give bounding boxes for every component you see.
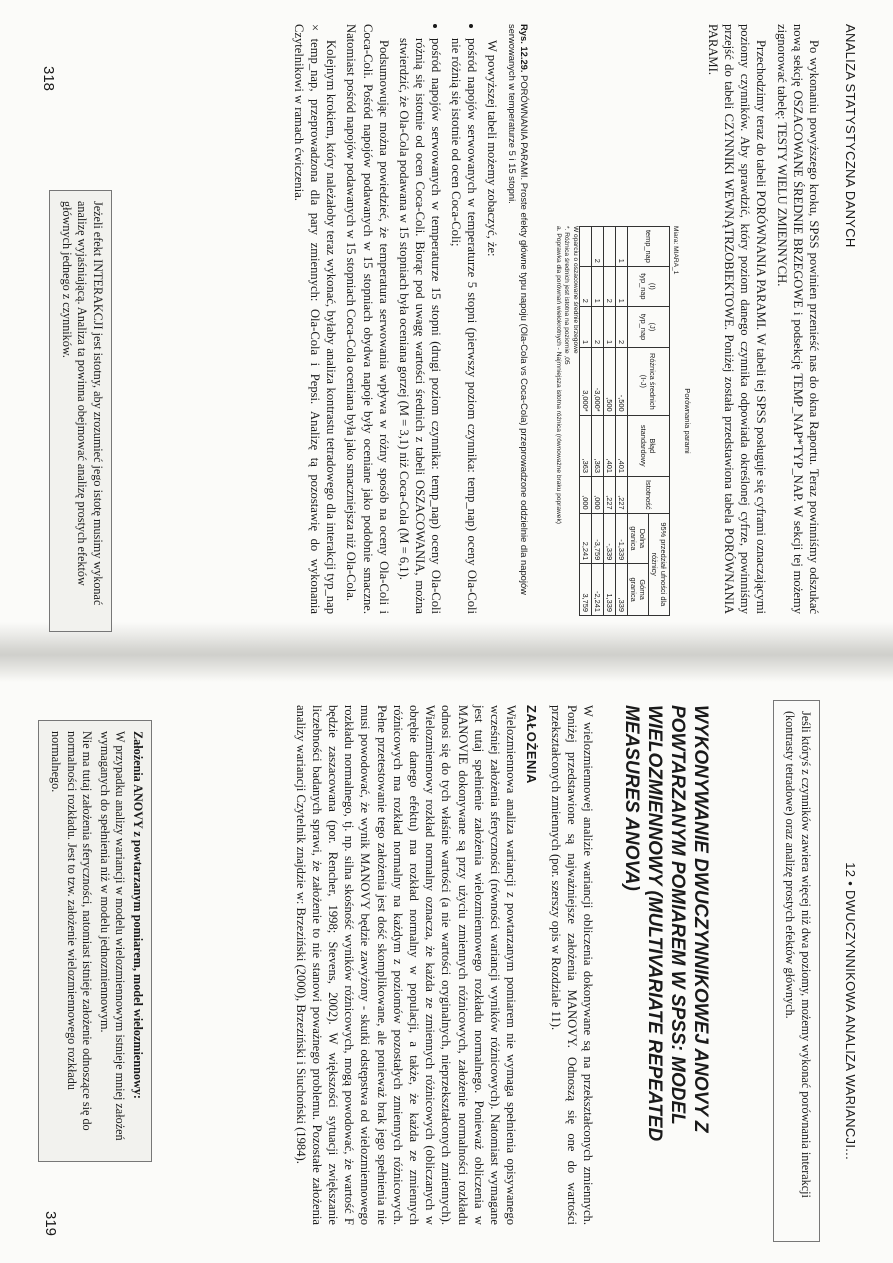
table-cell: 1 <box>615 266 627 306</box>
right-top-note-text: Jeśli któryś z czynników zawiera więcej niż dwa poziomy, możemy wykonać porównania interakcji (kontrasty tetradowe) oraz analizę prostych efektów głównych. <box>783 711 813 1198</box>
table-cell: ,363 <box>579 415 591 476</box>
table-cell: -1,339 <box>615 513 627 564</box>
caption-text: PORÓWNANIA PARAMI. Proste efekty główne typu napoju (Ola-Cola vs Coca-Cola) przeprowadzone oddzielnie dla napojów serwowanych w temperaturze 5 i 15 stopni. <box>507 24 530 595</box>
left-page-number: 318 <box>40 65 58 92</box>
left-page-body <box>287 24 500 614</box>
table-cell: 2 <box>591 306 603 347</box>
table-cell: ,401 <box>615 415 627 476</box>
section-heading: WYKONYWANIE DWUCZYNNIKOWEJ ANOVY Z POWTARZANYM POMIAREM W SPSS: MODEL WIELOZMIENNOWY (MULTIVARIATE REPEATED MEASURES ANOVA) <box>621 705 711 1142</box>
caption-label: Rys. 12.29. <box>519 24 530 73</box>
table-cell: -,339 <box>603 513 615 564</box>
left-note-box <box>49 190 112 632</box>
left-para-3: W powyższej tabeli możemy zobaczyć, że: <box>485 40 499 257</box>
table-cell: 1 <box>579 306 591 347</box>
finding-bullet-2: • pośród napojów serwowanych w temperaturze 15 stopni (drugi poziom czynnika: temp_nap) oceny Ola-Coli różnią się istotnie od ocen Coca-Coli. Biorąc pod uwagę wartości średnich z tabeli OSZACOWANIA, można stwierdzić, że Ola-Cola podawana w 15 stopniach była oceniana gorzej (M = 3,1) niż Coca-Cola (M = 6,1). <box>396 38 445 614</box>
th-sig: Istotność <box>627 477 669 514</box>
assumptions-subheading: ZAŁOŻENIA <box>524 705 540 784</box>
table-cell: 1 <box>603 306 615 347</box>
table-cell: ,363 <box>591 415 603 476</box>
table-cell: ,500 <box>603 348 615 416</box>
table-cell: 1 <box>591 266 603 306</box>
table-cell: 2,241 <box>579 513 591 564</box>
table-cell: -2,241 <box>591 564 603 616</box>
table-row <box>579 227 591 616</box>
right-heading-block <box>612 705 712 1225</box>
table-cell: ,339 <box>615 564 627 616</box>
assumptions-box-item-2: Nie ma tutaj założenia sferyczności, natomiast istnieje założenie odnoszące się do normalności rozkładu. Jest to tzw. założenie wielozmiennowego rozkładu normalnego. <box>49 731 95 1131</box>
right-top-note-box <box>773 700 820 1242</box>
table-cell: 3,000* <box>579 348 591 416</box>
left-note-text: Jeżeli efekt INTERAKCJI jest istotny, aby zrozumieć jego istotę musimy wykonać analizę wyjaśniającą. Analiza ta powinna obejmować analizę prostych efektów głównych jednego z czynników. <box>59 201 105 606</box>
table-cell: ,227 <box>615 477 627 514</box>
left-para-5: Kolejnym krokiem, który należałoby teraz wykonać, byłaby analiza kontrastu tetradowego dla interakcji typ_nap × temp_nap, przeprowadzona dla pary zmiennych: Ola-Cola i Pepsi. Analizę tą pozostawię do wykonania Czytelnikowi w ramach ćwiczenia. <box>291 24 339 614</box>
running-head-left: ANALIZA STATYSTYCZNA DANYCH <box>843 24 858 248</box>
table-note-3: a. Poprawka dla porównań wielokrotnych - Najmniejsza istotna różnica (równoważne braku poprawek) <box>554 226 562 524</box>
left-para-1: Po wykonaniu powyższego kroku, SPSS powinien przenieść nas do okna Raportu. Teraz powinniśmy odszukać nową sekcję OSZACOWANE ŚREDNIE BRZEGOWE i podsekcję TEMP_NAP*TYP_NAP. W sekcji tej możemy zignorować tabelę: TESTY WIELU ZMIENNYCH. <box>774 24 821 614</box>
right-bottom-note-box <box>38 720 152 1162</box>
table-cell: 2 <box>615 306 627 347</box>
th-j: (J) typ_nap <box>627 306 669 347</box>
table-cell: 2 <box>591 227 603 267</box>
th-i: (I) typ_nap <box>627 266 669 306</box>
assumptions-box-title: Założenia ANOVY z powtarzanym pomiarem, model wielozmiennowy: <box>131 731 145 1099</box>
th-temp: temp_nap <box>627 227 669 267</box>
figure-caption <box>506 24 530 614</box>
table-cell: 2 <box>579 266 591 306</box>
running-head-right: 12 • DWUCZYNNIKOWA ANALIZA WARIANCJI... <box>843 862 858 1160</box>
left-para-4: Podsumowując można powiedzieć, że temperatura serwowania wpływa w różny sposób na oceny Ola-Coli i Coca-Coli. Pośród napojów podawanych w 15 stopniach obydwa napoje były oceniane jako podobnie smaczne. Natomiast pośród napojów podawanych w 15 stopniach Coca-Cola oceniana była jako smaczniejsza niż Ola-Cola. <box>344 24 391 614</box>
th-lower: Dolna granica <box>627 513 648 564</box>
table-cell: -3,000* <box>591 348 603 416</box>
pairwise-table-block <box>553 226 693 616</box>
th-upper: Górna granica <box>627 564 648 616</box>
th-se: Błąd standardowy <box>627 415 669 476</box>
left-para-2: Przechodzimy teraz do tabeli PORÓWNANIA PARAMI. W tabeli tej SPSS posługuje się cyframi oznaczającymi poziomy czynników. Aby sprawdzić, który poziom danego czynnika odpowiada określonej cyfrze, powinniśmy przejść do tabeli CZYNNIKI WEWNĄTRZOBIEKTOWE. Poniżej została przedstawiona tabela PORÓWNANIA PARAMI. <box>705 24 769 614</box>
table-cell: ,000 <box>591 477 603 514</box>
table-cell: -,500 <box>615 348 627 416</box>
table-title: Porównania parami <box>683 388 692 454</box>
pairwise-comparisons-table <box>579 226 670 616</box>
table-row <box>603 227 615 616</box>
table-measure: Miara: MIARA_1 <box>672 226 679 275</box>
right-page-running-head <box>843 690 858 1160</box>
table-cell <box>603 227 615 267</box>
table-row <box>591 227 603 616</box>
table-header-row <box>648 227 669 616</box>
right-page-body <box>288 705 596 1225</box>
table-cell: 1 <box>615 227 627 267</box>
table-cell: ,000 <box>579 477 591 514</box>
table-cell: 3,759 <box>579 564 591 616</box>
right-page-number: 319 <box>42 1210 60 1237</box>
table-cell <box>579 227 591 267</box>
assumptions-box-item-1: W przypadku analizy wariancji w modelu wielozmiennowym istnieje mniej założeń wymaganych do spełnienia niż w modelu jednozmiennowym. <box>97 731 128 1141</box>
left-page-running-head <box>843 24 858 494</box>
th-ci-group: 95% przedział ufności dla różnicy <box>648 513 669 615</box>
table-cell: 2 <box>603 266 615 306</box>
table-cell: ,401 <box>603 415 615 476</box>
table-cell: -3,759 <box>591 513 603 564</box>
book-spine-shadow <box>0 622 893 682</box>
right-para-2: Wielozmiennowa analiza wariancji z powtarzanym pomiarem nie wymaga spełnienia opisywanego wcześniej założenia sferyczności (równości wariancji wyników różnicowych). Natomiast wymagane jest tutaj spełnienie założenia wielozmiennowego rozkładu normalnego. Ponieważ obliczenia w MANOVIE dokonywane są przy użyciu zmiennych różnicowych, założenie normalności rozkładu odnosi się do tych właśnie wartości (a nie wartości oryginalnych, nieprzekształconych zmiennych). Wielozmiennowy rozkład normalny oznacza, że każda ze zmiennych różnicowych (obliczanych w obrębie danego efektu) ma rozkład normalny w populacji, a także, że każda ze zmiennych różnicowych ma rozkład normalny na każdym z poziomów pozostałych zmiennych różnicowych. Pełne przetestowanie tego założenia jest dość skomplikowane, ale ponieważ brak jego spełnienia nie musi powodować, że wynik MANOVY będzie zawyżony - skutki odstępstwa od wielozmiennowego rozkładu normalnego, tj. np. silna skośność wyników różnicowych, mogą powodować, że wartość F będzie zaszacowana (por. Rencher, 1998; Stevens, 2002). W większości sytuacji zwiększanie liczebności badanych sprawi, że założenie to nie stanowi poważnego problemu. Pozostałe założenia analizy wariancji Czytelnik znajdzie w: Brzeziński (2000), Brzeziński i Siuchoński (1984). <box>293 705 519 1225</box>
th-diff: Różnica średnich (I-J) <box>627 348 669 416</box>
right-para-1: W wielozmiennowej analizie wariancji obliczenia dokonywane są na przekształconych zmiennych. Poniżej przedstawione są najważniejsze założenia MANOVY. Odnoszą się one do wartości przekształconych zmiennych (por. szerszy opis w Rozdziale 11). <box>548 705 595 1225</box>
table-row <box>615 227 627 616</box>
table-cell: 1,339 <box>603 564 615 616</box>
table-note-1: W oparciu o oszacowane średnie brzegowe <box>571 226 579 354</box>
finding-bullet-1: • pośród napojów serwowanych w temperaturze 5 stopni (pierwszy poziom czynnika: temp_nap) oceny Ola-Coli nie różnią się istotnie od ocen Coca-Coli; <box>447 38 479 614</box>
findings-list <box>396 24 480 614</box>
left-page-intro <box>701 24 822 614</box>
table-note-2: *. Różnica średnich jest istotna na poziomie ,05 <box>563 226 571 365</box>
table-cell: ,227 <box>603 477 615 514</box>
